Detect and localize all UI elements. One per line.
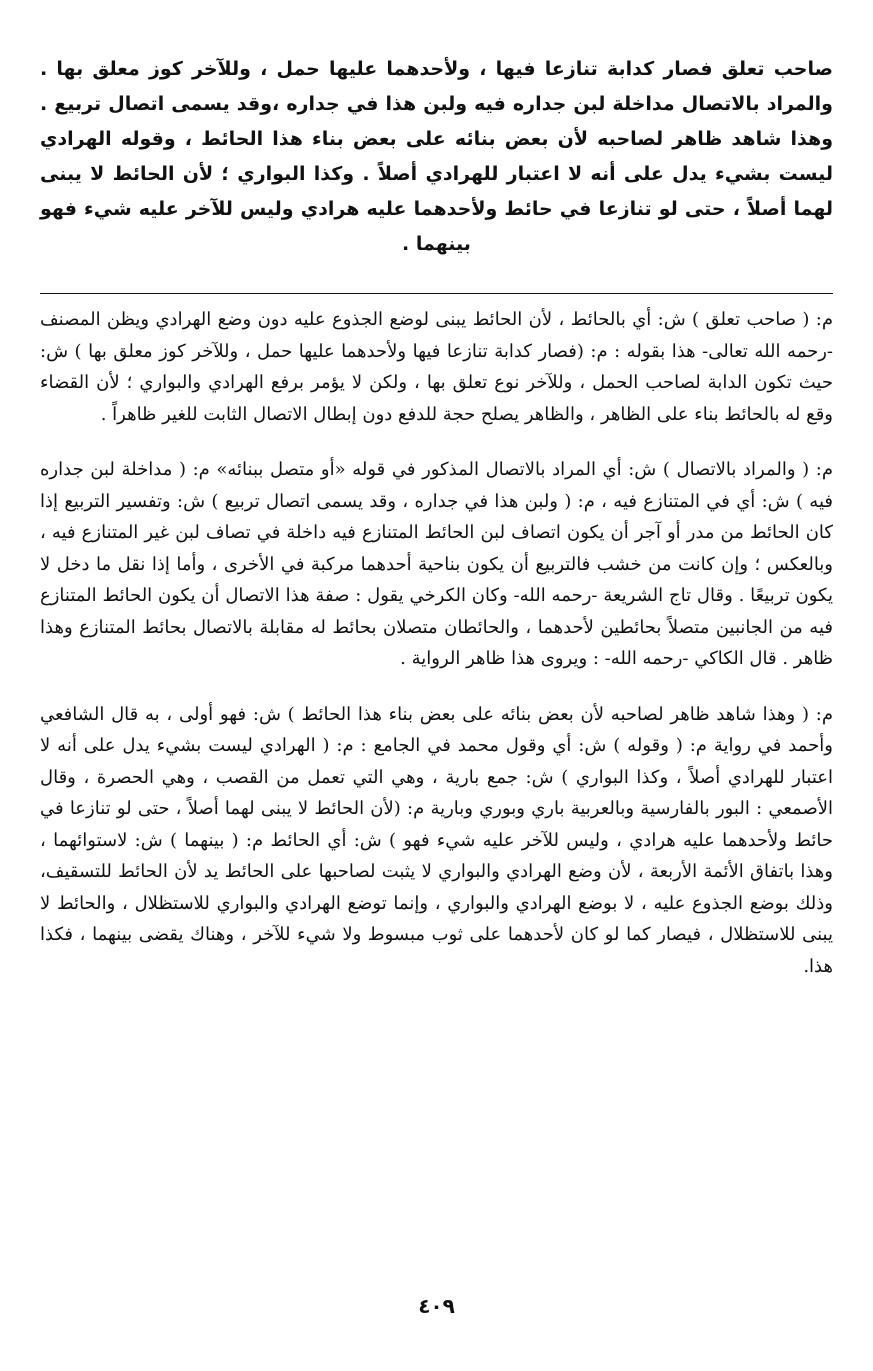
main-text: صاحب تعلق فصار كدابة تنازعا فيها ، ولأحدهما عليها حمل ، وللآخر كوز معلق بها . والمراد بالاتصال مداخلة لبن جداره فيه ولبن هذا في جداره ،وقد يسمى اتصال تربيع . وهذا شاهد ظاهر لصاحبه لأن بعض بنائه على بعض بناء هذا الحائط ، وقوله الهرادي ليست بشيء يدل على أنه لا اعتبار للهرادي أصلاً . وكذا البواري ؛ لأن الحائط لا يبنى لهما أصلاً ، حتى لو تنازعا في حائط ولأحدهما عليه هرادي وليس للآخر عليه شيء فهو بينهما . xyxy=(40,58,833,255)
main-text-block xyxy=(40,52,833,262)
page-number: ٤٠٩ xyxy=(418,1294,455,1318)
commentary-paragraph-2: م: ( والمراد بالاتصال ) ش: أي المراد بالاتصال المذكور في قوله «أو متصل ببنائه» م: ( مداخلة لبن جداره فيه ) ش: أي في المتنازع فيه ، م: ( ولبن هذا في جداره ، وقد يسمى اتصال تربيع ) ش: وتفسير التربيع إذا كان الحائط من مدر أو آجر أن يكون اتصاف لبن الحائط المتنازع فيه داخلة في تصاف لبن غير المتنازع فيه ، وبالعكس ؛ وإن كانت من خشب فالتربيع أن يكون بناحية أحدهما مركبة في الأخرى ، وأما إذا نقل ما دخل لا يكون تربيعًا . وقال تاج الشريعة -رحمه الله- وكان الكرخي يقول : صفة هذا الاتصال أن يكون الحائط المتنازع فيه من الجانبين متصلاً بحائطين لأحدهما ، والحائطان متصلان بحائط له مقابلة بالاتصال بحائط المتنازع وهذا ظاهر . قال الكاكي -رحمه الله- : ويروى هذا ظاهر الرواية . xyxy=(40,459,833,669)
section-divider xyxy=(40,293,833,294)
commentary-paragraph-3: م: ( وهذا شاهد ظاهر لصاحبه لأن بعض بنائه على بعض بناء هذا الحائط ) ش: فهو أولى ، به قال الشافعي وأحمد في رواية م: ( وقوله ) ش: أي وقول محمد في الجامع : م: ( الهرادي ليست بشيء يدل على أنه لا اعتبار للهرادي أصلاً ، وكذا البواري ) ش: جمع بارية ، وهي التي تعمل من القصب ، وهي الحصرة ، وقال الأصمعي : البور بالفارسية وبالعربية باري وبوري وبارية م: (لأن الحائط لا يبنى لهما أصلاً ، حتى لو تنازعا في حائط ولأحدهما عليه هرادي ، وليس للآخر عليه شيء فهو ) ش: أي الحائط م: ( بينهما ) ش: لاستوائهما ، وهذا باتفاق الأئمة الأربعة ، لأن وضع الهرادي والبواري لا يثبت لصاحبها على الحائط يد لأن الحائط للتسقيف، وذلك بوضع الجذوع عليه ، لا بوضع الهرادي والبواري ، وإنما توضع الهرادي والبواري للاستظلال ، والحائط لا يبنى للاستظلال ، فيصار كما لو كان لأحدهما على ثوب مبسوط ولا شيء للآخر ، وهناك يقضى بينهما ، فكذا هذا. xyxy=(40,703,833,977)
commentary-block xyxy=(40,304,833,982)
commentary-paragraph-1: م: ( صاحب تعلق ) ش: أي بالحائط ، لأن الحائط يبنى لوضع الجذوع عليه دون وضع الهرادي ويظن المصنف -رحمه الله تعالى- هذا بقوله : م: (فصار كدابة تنازعا فيها ولأحدهما عليها حمل ، وللآخر كوز معلق بها ) ش: حيث تكون الدابة لصاحب الحمل ، وللآخر نوع تعلق بها ، ولكن لا يؤمر برفع الهرادي والبواري ؛ لأن القضاء وقع له بالحائط بناء على الظاهر ، والظاهر يصلح حجة للدفع دون إبطال الاتصال الثابت للغير ظاهراً . xyxy=(40,309,833,425)
